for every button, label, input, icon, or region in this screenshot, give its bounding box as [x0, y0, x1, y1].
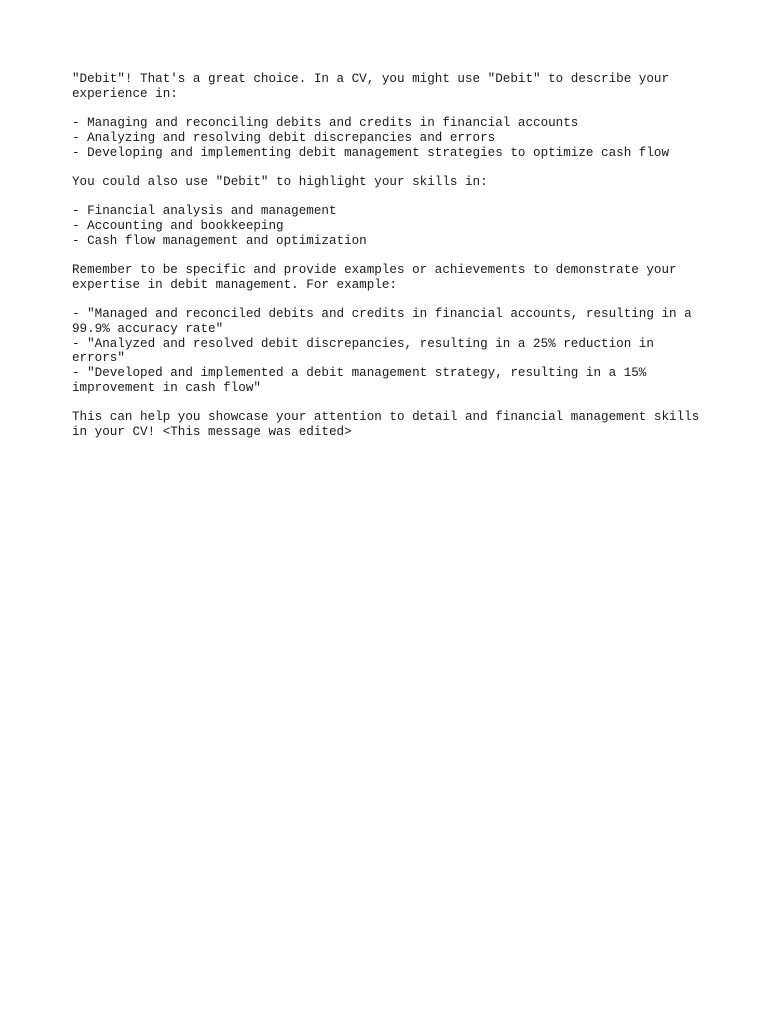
list-item: - "Managed and reconciled debits and credits in financial accounts, resulting in a 99.9% accuracy rate" [72, 307, 700, 336]
list-item: - Financial analysis and management [72, 204, 337, 219]
list-item: - Developing and implementing debit management strategies to optimize cash flow [72, 145, 670, 160]
list-item: - "Developed and implemented a debit management strategy, resulting in a 15% improvement in cash flow" [72, 365, 654, 395]
skills-list [72, 204, 708, 248]
closing-paragraph: This can help you showcase your attention to detail and financial management skills in your CV! <This message was edited> [72, 410, 707, 439]
list-item: - "Analyzed and resolved debit discrepancies, resulting in a 25% reduction in errors" [72, 336, 662, 366]
examples-intro-paragraph: Remember to be specific and provide examples or achievements to demonstrate your expertise in debit management. For example: [72, 263, 685, 292]
document-body [72, 72, 708, 454]
examples-list [72, 307, 708, 395]
list-item: - Accounting and bookkeeping [72, 218, 284, 233]
list-item: - Cash flow management and optimization [72, 233, 367, 248]
list-item: - Analyzing and resolving debit discrepancies and errors [72, 130, 496, 145]
experience-list [72, 116, 708, 160]
list-item: - Managing and reconciling debits and credits in financial accounts [72, 116, 579, 131]
skills-intro-paragraph: You could also use "Debit" to highlight your skills in: [72, 174, 488, 189]
intro-paragraph: "Debit"! That's a great choice. In a CV, you might use "Debit" to describe your experience in: [72, 72, 677, 101]
